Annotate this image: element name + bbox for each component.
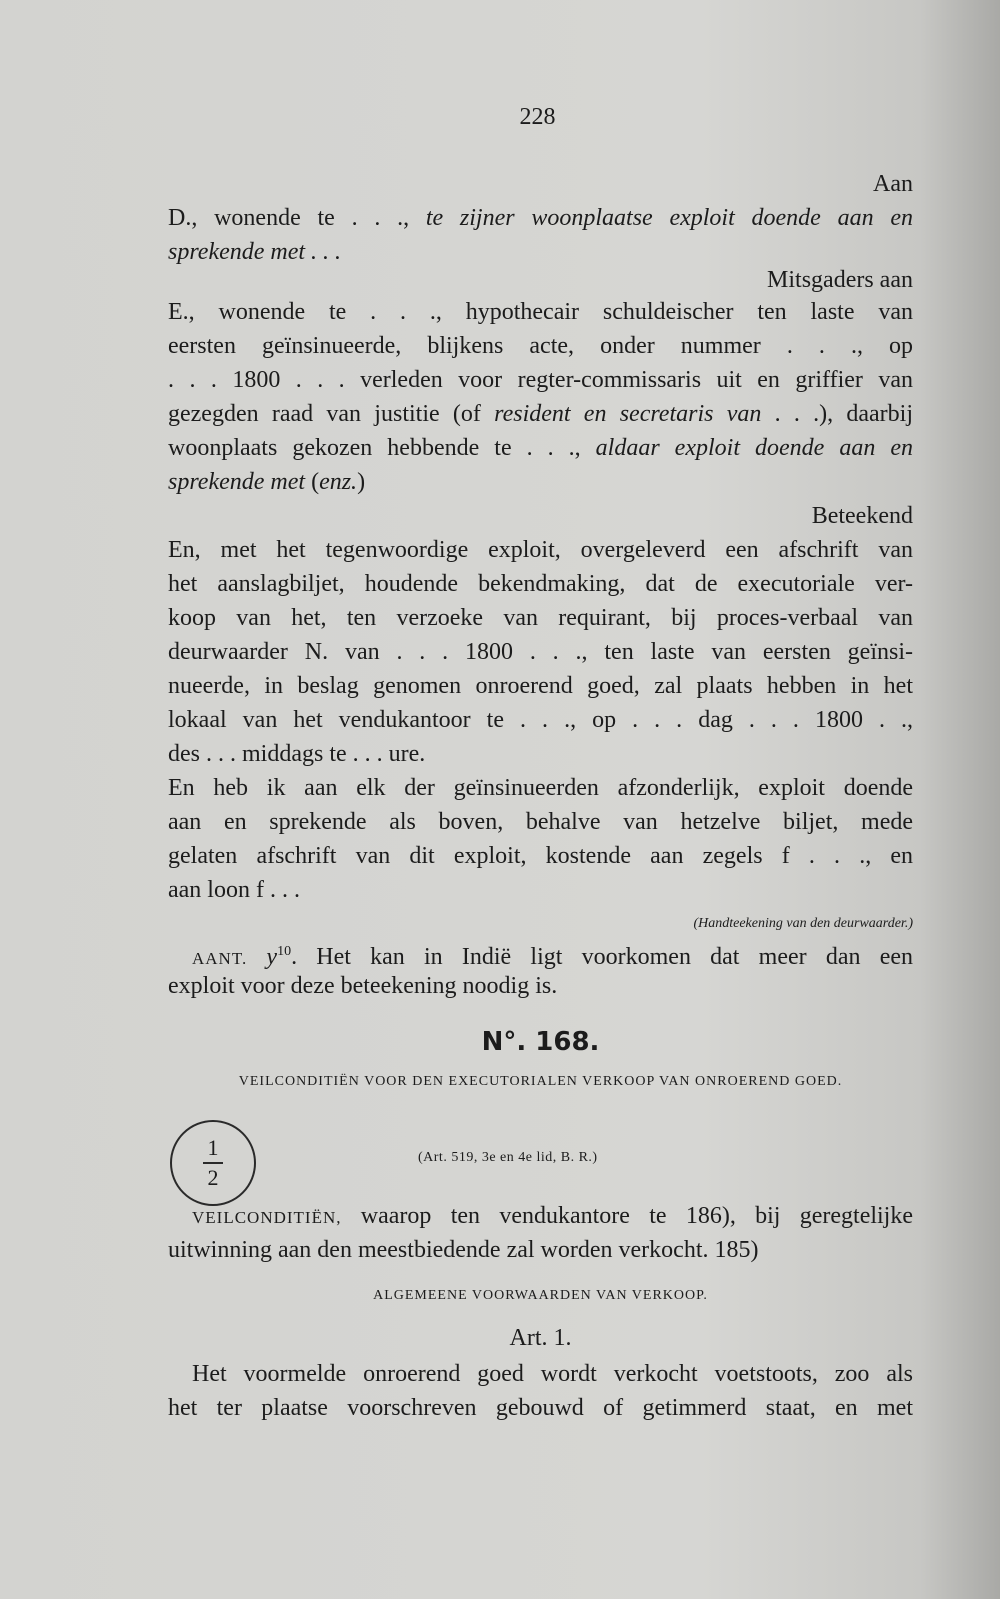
text-line: nueerde, in beslag genomen onroerend goed, zal plaats hebben in het [168, 673, 913, 699]
text-line: koop van het, ten verzoeke van requirant, bij proces-verbaal van [168, 605, 913, 631]
text-line: Het voormelde onroerend goed wordt verkocht voetstoots, zoo als [192, 1361, 913, 1387]
stamp-fraction-bar [203, 1162, 223, 1164]
annotation-line: AANT. $y^{10}$. Het kan in Indië ligt voorkomen dat meer dan een [192, 944, 914, 970]
article-heading: Art. 1. [509, 1325, 572, 1351]
article-reference: (Art. 519, 3e en 4e lid, B. R.) [418, 1150, 598, 1165]
text-line: sprekende met . . . [168, 239, 342, 265]
text-line: VEILCONDITIËN, waarop ten vendukantore te 186), bij geregtelijke [192, 1203, 913, 1229]
text-line: En heb ik aan elk der geïnsinueerden afzonderlijk, exploit doende [168, 775, 913, 801]
text-line: het ter plaatse voorschreven gebouwd of getimmerd staat, en met [168, 1395, 913, 1421]
text-line: E., wonende te . . ., hypothecair schuldeischer ten laste van [168, 299, 913, 325]
text-line: sprekende met (enz.) [168, 469, 366, 495]
text-line: lokaal van het vendukantoor te . . ., op . . . dag . . . 1800 . ., [168, 707, 913, 733]
text-line: gelaten afschrift van dit exploit, kostende aan zegels f . . ., en [168, 843, 913, 869]
text-line: aan en sprekende als boven, behalve van hetzelve biljet, mede [168, 809, 913, 835]
text-line: aan loon f . . . [168, 877, 300, 903]
stamp-denominator: 2 [207, 1165, 219, 1190]
text-line: deurwaarder N. van . . . 1800 . . ., ten laste van eersten geïnsi- [168, 639, 913, 665]
text-line: En, met het tegenwoordige exploit, overgeleverd een afschrift van [168, 537, 913, 563]
text-line: het aanslagbiljet, houdende bekendmaking, dat de executoriale ver- [168, 571, 913, 597]
addressee-label: Mitsgaders aan [767, 267, 913, 293]
text-line: gezegden raad van justitie (of resident en secretaris van . . .), daarbij [168, 401, 913, 427]
form-title: VEILCONDITIËN VOOR DEN EXECUTORIALEN VERKOOP VAN ONROEREND GOED. [238, 1074, 843, 1089]
section-title: ALGEMEENE VOORWAARDEN VAN VERKOOP. [373, 1288, 708, 1303]
text-line: eersten geïnsinueerde, blijkens acte, onder nummer . . ., op [168, 333, 913, 359]
fraction-stamp [170, 1120, 256, 1206]
annotation-line: exploit voor deze beteekening noodig is. [168, 973, 558, 999]
page-number: 228 [519, 104, 556, 130]
signature-line: (Handteekening van den deurwaarder.) [693, 916, 913, 931]
text-line: . . . 1800 . . . verleden voor regter-commissaris uit en griffier van [168, 367, 913, 393]
text-line: uitwinning aan den meestbiedende zal worden verkocht. 185) [168, 1237, 759, 1263]
section-label: Beteekend [811, 503, 913, 529]
form-number-heading: N°. 168. [481, 1027, 600, 1057]
stamp-numerator: 1 [207, 1135, 219, 1160]
text-line: des . . . middags te . . . ure. [168, 741, 426, 767]
text-line: woonplaats gekozen hebbende te . . ., aldaar exploit doende aan en [168, 435, 913, 461]
addressee-label: Aan [873, 171, 913, 197]
text-line: D., wonende te . . ., te zijner woonplaatse exploit doende aan en [168, 205, 913, 231]
